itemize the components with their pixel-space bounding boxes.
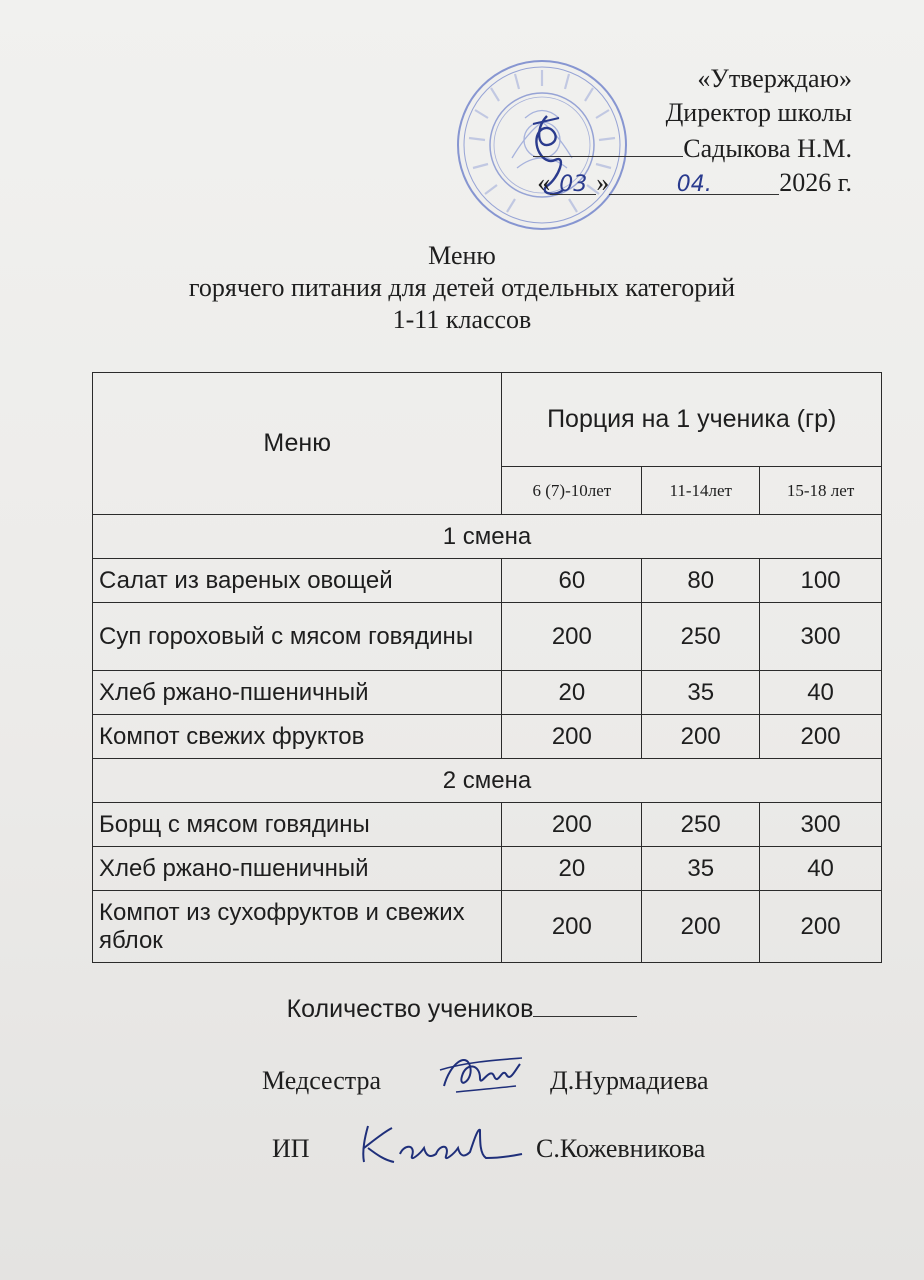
approval-date-line (532, 166, 852, 200)
portion-value: 35 (642, 847, 760, 891)
menu-item: Компот из сухофруктов и свежих яблок (93, 891, 502, 963)
title-line-2: горячего питания для детей отдельных категорий (188, 273, 736, 302)
portion-value: 300 (760, 803, 882, 847)
table-row (93, 891, 882, 963)
date-day: 03 (550, 168, 596, 195)
portion-value: 20 (502, 671, 642, 715)
table-row (93, 603, 882, 671)
portion-value: 300 (760, 603, 882, 671)
header-menu: Меню (93, 373, 502, 515)
signature-blank (533, 130, 683, 157)
nurse-title: Медсестра (262, 1066, 382, 1095)
ip-name-wrap (536, 1134, 705, 1164)
approval-position: Директор школы (665, 98, 852, 127)
portion-value: 40 (760, 847, 882, 891)
portion-value: 200 (642, 891, 760, 963)
table-row (93, 671, 882, 715)
portion-value: 200 (760, 891, 882, 963)
portion-value: 40 (760, 671, 882, 715)
students-count-label: Количество учеников (286, 995, 534, 1023)
portion-value: 100 (760, 559, 882, 603)
table-row (93, 559, 882, 603)
portion-value: 250 (642, 803, 760, 847)
nurse-signature (436, 1046, 526, 1104)
date-quote-open: « (537, 168, 551, 197)
ip-signature (350, 1118, 525, 1170)
age-group-1: 6 (7)-10лет (502, 467, 642, 515)
menu-item: Компот свежих фруктов (93, 715, 502, 759)
menu-item: Хлеб ржано-пшеничный (93, 671, 502, 715)
portion-value: 200 (502, 803, 642, 847)
table-row (93, 803, 882, 847)
approval-block (532, 62, 852, 200)
age-group-2: 11-14лет (642, 467, 760, 515)
portion-value: 60 (502, 559, 642, 603)
age-group-3: 15-18 лет (760, 467, 882, 515)
title-line-1: Меню (428, 241, 496, 270)
date-year: 2026 г. (779, 168, 852, 197)
students-count-line (0, 994, 924, 1024)
title-line-3: 1-11 классов (392, 305, 532, 334)
header-portion: Порция на 1 ученика (гр) (502, 373, 882, 467)
nurse-signature-row (262, 1066, 381, 1096)
portion-value: 80 (642, 559, 760, 603)
menu-item: Хлеб ржано-пшеничный (93, 847, 502, 891)
shift-row (93, 515, 882, 559)
table-header-row (93, 373, 882, 467)
approval-header: «Утверждаю» (697, 64, 852, 93)
director-name: Садыкова Н.М. (683, 134, 852, 163)
portion-value: 200 (502, 715, 642, 759)
shift-row (93, 759, 882, 803)
date-quote-close: » (596, 168, 610, 197)
portion-value: 200 (502, 891, 642, 963)
table-row (93, 715, 882, 759)
shift-1-label: 1 смена (93, 515, 882, 559)
portion-value: 20 (502, 847, 642, 891)
ip-name: С.Кожевникова (536, 1134, 706, 1163)
portion-value: 35 (642, 671, 760, 715)
portion-value: 250 (642, 603, 760, 671)
ip-signature-row (272, 1134, 310, 1164)
portion-value: 200 (642, 715, 760, 759)
nurse-name: Д.Нурмадиева (550, 1066, 709, 1095)
menu-table (92, 372, 882, 963)
portion-value: 200 (760, 715, 882, 759)
portion-value: 200 (502, 603, 642, 671)
shift-2-label: 2 смена (93, 759, 882, 803)
nurse-name-wrap (550, 1066, 709, 1096)
document-title (0, 240, 924, 336)
ip-title: ИП (272, 1134, 310, 1163)
date-month: 04. (609, 168, 779, 195)
menu-item: Борщ с мясом говядины (93, 803, 502, 847)
table-row (93, 847, 882, 891)
menu-item: Суп гороховый с мясом говядины (93, 603, 502, 671)
students-count-blank (533, 994, 637, 1017)
menu-item: Салат из вареных овощей (93, 559, 502, 603)
approval-name-line (532, 130, 852, 166)
